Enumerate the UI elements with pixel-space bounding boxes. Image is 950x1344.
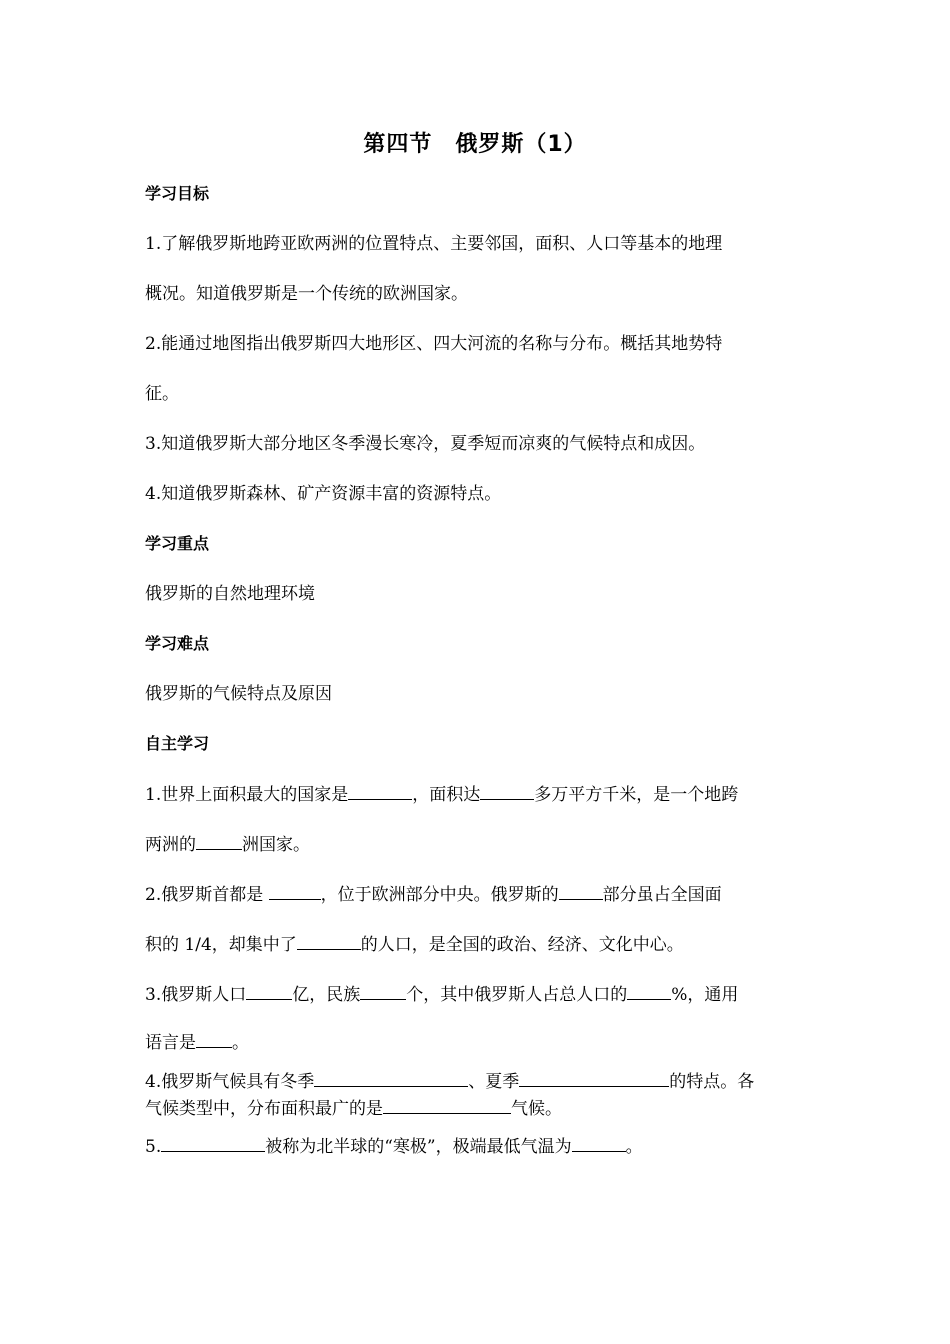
q2-text-e: 的人口，是全国的政治、经济、文化中心。	[360, 935, 684, 955]
q5-blank-1[interactable]	[161, 1133, 265, 1152]
question-4-line-2	[145, 1095, 815, 1122]
question-3-line-1	[145, 981, 815, 1008]
q1-text-e: 洲国家。	[242, 835, 310, 855]
q3-text-e: 语言是	[145, 1033, 196, 1053]
q1-text-c: 多万平方千米，是一个地跨	[534, 785, 739, 805]
q1-text-b: ，面积达	[412, 785, 481, 805]
q1-blank-3[interactable]	[196, 831, 242, 850]
difficulty-heading: 学习难点	[145, 634, 210, 653]
question-5	[145, 1133, 815, 1160]
q4-text-d: 气候类型中，分布面积最广的是	[145, 1099, 383, 1119]
difficulty-text: 俄罗斯的气候特点及原因	[145, 684, 332, 704]
q5-text-c: 。	[625, 1137, 643, 1157]
goal-1-line-1: 1.了解俄罗斯地跨亚欧两洲的位置特点、主要邻国，面积、人口等基本的地理	[145, 234, 723, 254]
q1-blank-2[interactable]	[480, 781, 534, 800]
goal-2-line-1: 2.能通过地图指出俄罗斯四大地形区、四大河流的名称与分布。概括其地势特	[145, 334, 723, 354]
q1-text-a: 1.世界上面积最大的国家是	[145, 785, 349, 805]
q4-text-a: 4.俄罗斯气候具有冬季	[145, 1072, 315, 1092]
question-4-line-1	[145, 1068, 815, 1095]
question-2-line-2	[145, 931, 815, 958]
q1-blank-1[interactable]	[348, 781, 412, 800]
q3-blank-1[interactable]	[246, 981, 292, 1000]
q2-text-a: 2.俄罗斯首都是	[145, 885, 269, 905]
q2-blank-1[interactable]	[269, 881, 321, 900]
q2-blank-2[interactable]	[559, 881, 603, 900]
q3-text-d: %，通用	[671, 985, 739, 1005]
q3-text-c: 个，其中俄罗斯人占总人口的	[406, 985, 628, 1005]
q5-text-a: 5.	[145, 1137, 162, 1157]
q3-text-b: 亿，民族	[292, 985, 361, 1005]
q3-blank-4[interactable]	[196, 1029, 232, 1048]
page-title: 第四节 俄罗斯（1）	[363, 132, 587, 157]
question-2-line-1	[145, 881, 815, 908]
q5-text-b: 被称为北半球的“寒极”，极端最低气温为	[265, 1137, 572, 1157]
q4-blank-3[interactable]	[383, 1095, 511, 1114]
q2-text-c: 部分虽占全国面	[602, 885, 722, 905]
goal-4: 4.知道俄罗斯森林、矿产资源丰富的资源特点。	[145, 484, 502, 504]
q5-blank-2[interactable]	[572, 1133, 626, 1152]
q3-blank-3[interactable]	[627, 981, 671, 1000]
self-study-heading: 自主学习	[145, 734, 210, 753]
q4-blank-1[interactable]	[314, 1068, 468, 1087]
q4-text-e: 气候。	[511, 1099, 562, 1119]
question-3-line-2	[145, 1029, 815, 1056]
q3-blank-2[interactable]	[360, 981, 406, 1000]
q4-text-c: 的特点。各	[669, 1072, 755, 1092]
goal-2-line-2: 征。	[145, 384, 179, 404]
key-point-heading: 学习重点	[145, 534, 210, 553]
q3-text-f: 。	[232, 1033, 249, 1053]
q4-text-b: 、夏季	[468, 1072, 520, 1092]
q1-text-d: 两洲的	[145, 835, 196, 855]
q2-text-b: ，位于欧洲部分中央。俄罗斯的	[320, 885, 559, 905]
q4-blank-2[interactable]	[519, 1068, 669, 1087]
q3-text-a: 3.俄罗斯人口	[145, 985, 247, 1005]
q2-blank-3[interactable]	[297, 931, 361, 950]
key-point-text: 俄罗斯的自然地理环境	[145, 584, 315, 604]
q2-text-d: 积的 1/4，却集中了	[145, 935, 297, 955]
goal-1-line-2: 概况。知道俄罗斯是一个传统的欧洲国家。	[145, 284, 468, 304]
question-1-line-1	[145, 781, 815, 808]
goals-heading: 学习目标	[145, 184, 210, 203]
goal-3: 3.知道俄罗斯大部分地区冬季漫长寒冷，夏季短而凉爽的气候特点和成因。	[145, 434, 706, 454]
question-1-line-2	[145, 831, 815, 858]
